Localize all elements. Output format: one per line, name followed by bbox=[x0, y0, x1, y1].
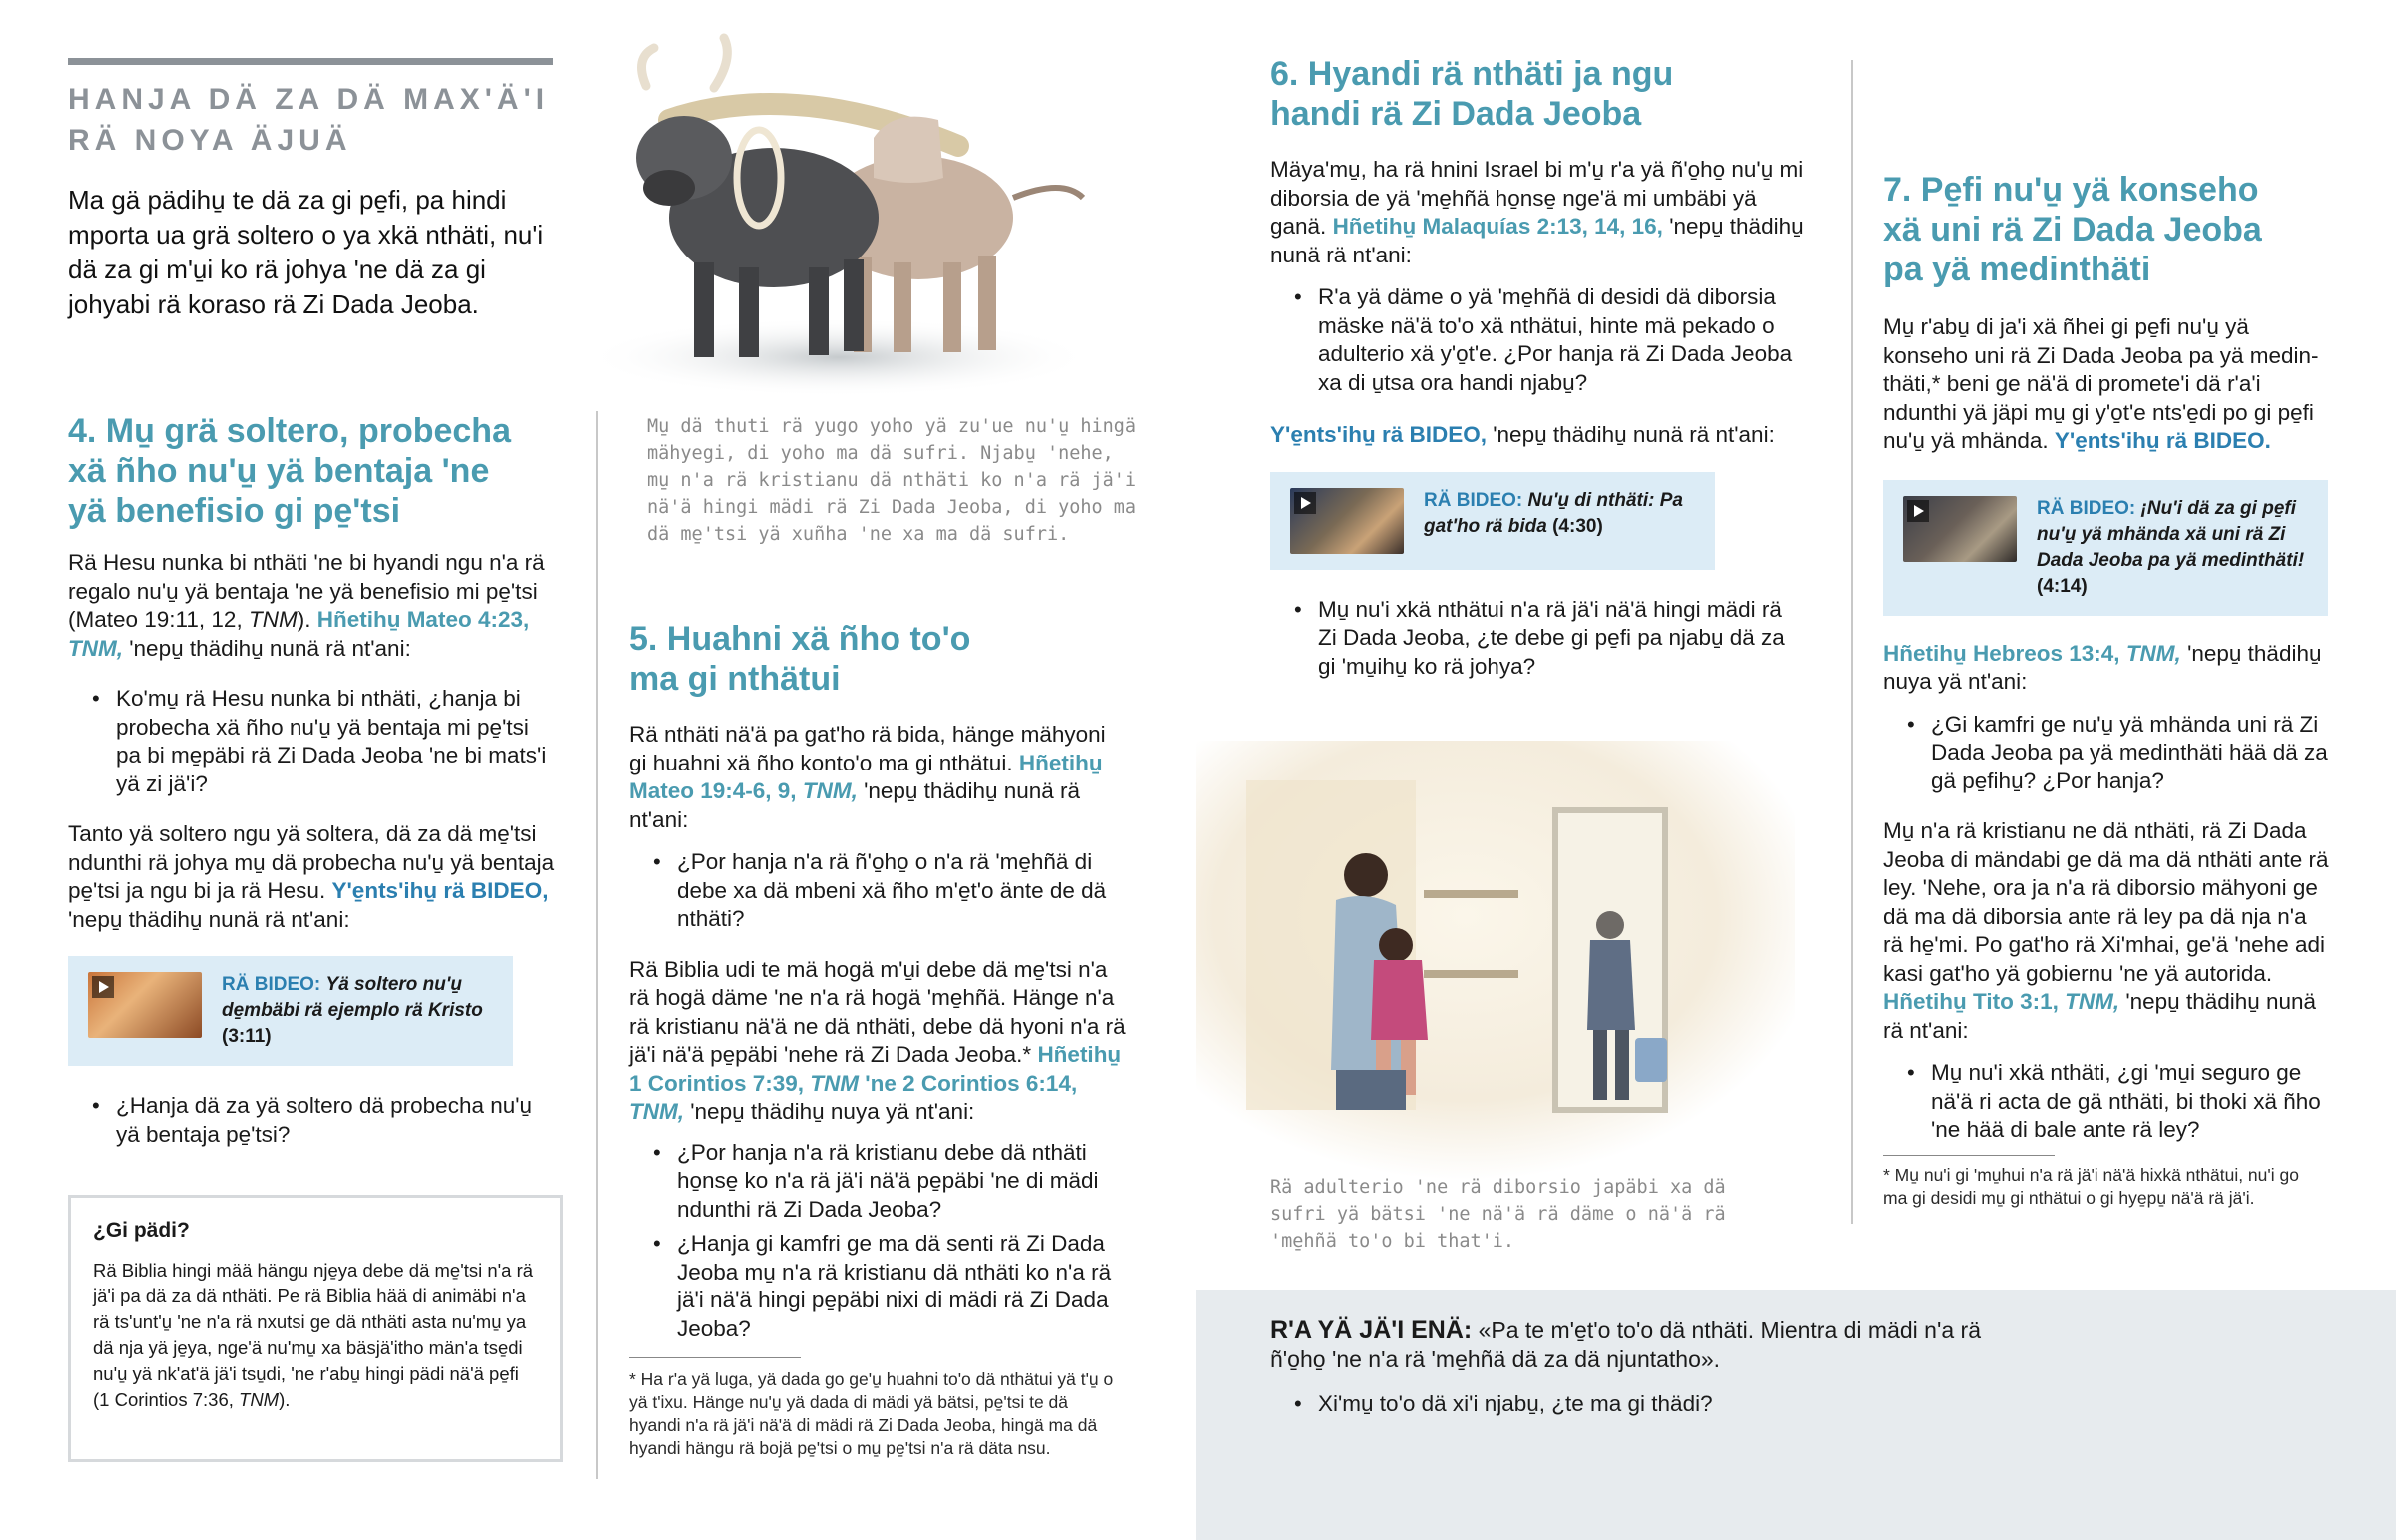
ref-text[interactable]: Hñetihu̱ Tito 3:1, bbox=[1883, 989, 2066, 1014]
ref-tnm[interactable]: TNM, bbox=[629, 1099, 684, 1124]
section-6-paragraph-2 bbox=[1270, 421, 1809, 450]
text: Rä nthäti nä'ä pa gat'ho rä bida, hänge mähyoni gi huahni xä ñho konto'o ma gi nthätui. bbox=[629, 722, 1106, 775]
text: ). bbox=[297, 607, 317, 632]
play-icon[interactable] bbox=[92, 976, 114, 998]
play-icon[interactable] bbox=[1907, 500, 1929, 522]
ref-tnm[interactable]: TNM, bbox=[68, 635, 123, 661]
column-divider-1 bbox=[596, 411, 598, 1479]
ref-tnm[interactable]: TNM bbox=[810, 1070, 860, 1096]
section-4-paragraph-1 bbox=[68, 549, 557, 663]
section-4-title-line-1: 4. Mu̱ grä soltero, probecha bbox=[68, 412, 511, 450]
video-card[interactable] bbox=[1270, 472, 1715, 570]
video-card[interactable] bbox=[68, 956, 513, 1066]
section-6 bbox=[1270, 54, 1809, 681]
section-7-paragraph-1 bbox=[1883, 313, 2332, 456]
video-thumbnail[interactable] bbox=[1290, 488, 1404, 554]
text: Mu̱ n'a rä kristianu ne dä nthäti, rä Zi Dada Jeoba di mändabi ge dä ma dä nthäti ante rä ley. 'Nehe, ora ja n'a rä diborsio mähyoni ge dä ma dä diborsia ante rä ley pa dä nja n'a rä he̱'mi. Po gat'ho rä Xi'mhai, ge'ä 'nehe adi kasi gat'ho yä gobiernu 'ne yä autorida. bbox=[1883, 818, 2329, 986]
section-6-paragraph-1 bbox=[1270, 156, 1809, 269]
section-5-questions-1 bbox=[629, 848, 1126, 934]
footnote: * Mu̱ nu'i gi 'mu̱hui n'a rä jä'i nä'ä hixkä nthätui, nu'i go ma gi desidi mu̱ gi nthätui o gi hye̱pu̱ nä'ä rä jä'i. bbox=[1883, 1164, 2299, 1208]
page-header-line-2: RÄ NOYA ÄJUÄ bbox=[68, 124, 352, 157]
video-thumbnail[interactable] bbox=[1903, 496, 2017, 562]
play-icon[interactable] bbox=[1294, 492, 1316, 514]
others-say-quote: «Pa te m'e̱t'o to'o dä nthäti. Mientra di mädi n'a rä ñ'o̱ho̱ 'ne n'a rä 'me̱hñä dä za dä njuntatho». bbox=[1270, 1317, 1981, 1372]
tnm-abbrev: TNM bbox=[239, 1389, 280, 1410]
section-5 bbox=[629, 619, 1126, 1460]
question-item: • ¿Hanja gi kamfri ge ma dä senti rä Zi Dada Jeoba mu̱ n'a rä kristianu dä nthäti ko n'a rä jä'i nä'ä hingi pe̱päbi nixi di mädi rä Zi Dada Jeoba? bbox=[629, 1230, 1126, 1343]
text: Mäya'mu̱, ha rä hnini Israel bi m'u̱ r'a yä ñ'o̱ho̱ nu'u̱ mi diborsia de yä 'me̱hñä ho̱nse̱ nge'ä mi umbäbi yä ganä. bbox=[1270, 157, 1804, 239]
video-title: ¡Nu'i dä za gi pe̱fi nu'u̱ yä mhända xä uni rä Zi Dada Jeoba pa yä medinthäti! bbox=[2037, 497, 2305, 571]
question-item: • Mu̱ nu'i xkä nthäti, ¿gi 'mu̱i seguro ge nä'ä ri acta de gä nthäti, bi thoki xä ñho 'ne hää di bale ante rä ley? bbox=[1883, 1059, 2332, 1145]
yoked-animals-image bbox=[574, 28, 1103, 399]
header-rule bbox=[68, 58, 553, 65]
did-you-know-box bbox=[68, 1195, 563, 1462]
ref-tnm[interactable]: TNM, bbox=[2125, 640, 2181, 666]
video-label: RÄ BIDEO: bbox=[2037, 497, 2136, 519]
video-duration: (3:11) bbox=[222, 1026, 272, 1047]
text: Rä Hesu nunka bi nthäti 'ne bi hyandi ngu n'a rä regalo nu'u̱ yä bentaja 'ne yä benefisio mi pe̱'tsi (Mateo 19:11, 12, bbox=[68, 550, 545, 632]
footnote-rule bbox=[629, 1357, 801, 1358]
tnm-abbrev: TNM bbox=[248, 607, 298, 632]
text: Rä Biblia hingi mää hängu nje̱ya debe dä me̱'tsi n'a rä jä'i pa dä za dä nthäti. Pe rä Biblia hää di animäbi n'a rä ts'unt'u̱ 'ne n'a rä nxutsi ge dä nthäti asta nu'mu̱ ya dä nja yä je̱ya, nge'ä nu'mu̱ xa bäsjä'itho män'a tse̱di nu'u̱ yä nk'at'ä jä'i tsu̱di, 'ne r'abu̱ hingi pädi nä'ä pe̱fi (1 Corintios 7:36, bbox=[93, 1260, 534, 1410]
section-7-title-line-3: pa yä medinthäti bbox=[1883, 251, 2151, 288]
oxen-caption: Mu̱ dä thuti rä yugo yoho yä zu'ue nu'u̱ hingä mähyegi, di yoho ma dä sufri. Njabu̱ 'nehe, mu̱ n'a rä kristianu dä nthäti ko n'a rä jä'i nä'ä hingi mädi rä Zi Dada Jeoba, di yoho ma dä me̱'tsi yä xuñha 'ne xa ma dä sufri. bbox=[647, 416, 1137, 545]
question-item: • ¿Hanja dä za yä soltero dä probecha nu'u̱ yä bentaja pe̱'tsi? bbox=[68, 1092, 557, 1149]
text: 'nepu̱ thädihu̱ nunä rä nt'ani: bbox=[629, 778, 1081, 832]
section-7-title-line-1: 7. Pe̱fi nu'u̱ yä konseho bbox=[1883, 171, 2259, 209]
section-4-questions-2 bbox=[68, 1092, 557, 1149]
others-say-text bbox=[1270, 1316, 2029, 1374]
text: 'nepu̱ thädihu̱ nunä rä nt'ani: bbox=[123, 635, 411, 661]
ref-text[interactable]: Hñetihu̱ Hebreos 13:4, bbox=[1883, 640, 2126, 666]
family-scene-image bbox=[1196, 741, 1795, 1180]
footnote-rule bbox=[1883, 1155, 2055, 1156]
question-item: • ¿Por hanja n'a rä kristianu debe dä nthäti ho̱nse̱ ko n'a rä jä'i nä'ä pe̱päbi 'ne di mädi ndunthi rä Zi Dada Jeoba? bbox=[629, 1139, 1126, 1225]
section-4-title bbox=[68, 411, 567, 531]
section-7-paragraph-2 bbox=[1883, 640, 2332, 697]
video-info bbox=[1424, 488, 1695, 540]
question-item: • Ko'mu̱ rä Hesu nunka bi nthäti, ¿hanja bi probecha xä ñho nu'u̱ yä bentaja mi pe̱'tsi pa bi me̱päbi rä Zi Dada Jeoba 'ne bi mats'i yä zi jä'i? bbox=[68, 685, 557, 798]
page-header-line-1: HANJA DÄ ZA DÄ MAX'Ä'I bbox=[68, 83, 550, 116]
ref-text[interactable]: 'ne 2 Corintios 6:14, bbox=[859, 1070, 1078, 1096]
video-label: RÄ BIDEO: bbox=[1424, 489, 1523, 511]
section-6-questions-2 bbox=[1270, 596, 1799, 682]
question-item: • Xi'mu̱ to'o dä xi'i njabu̱, ¿te ma gi thädi? bbox=[1270, 1390, 2029, 1419]
bible-reference-link[interactable] bbox=[1883, 641, 2181, 666]
intro-paragraph: Ma gä pädihu̱ te dä za gi pe̱fi, pa hindi mporta ua grä soltero o ya xkä nthäti, nu'i dä za gi m'u̱i ko rä johya 'ne dä za gi johyabi rä koraso rä Zi Dada Jeoba. bbox=[68, 185, 544, 319]
video-info bbox=[2037, 496, 2308, 600]
question-item: • R'a yä däme o yä 'me̱hñä di desidi dä diborsia mäske nä'ä to'o xä nthätui, hinte mä pekado o adulterio xä y'o̱t'e. ¿Por hanja rä Zi Dada Jeoba xa di u̱tsa ora handi njabu̱? bbox=[1270, 283, 1799, 397]
ref-text[interactable]: Hñetihu̱ Mateo 19:4-6, 9, bbox=[629, 750, 1103, 803]
text: Mu̱ r'abu̱ di ja'i xä ñhei gi pe̱fi nu'u̱ yä konseho uni rä Zi Dada Jeoba pa yä medinthäti,* beni ge nä'ä di promete'i dä r'a'i ndunthi yä jäpi mu̱ gi y'o̱t'e nts'e̱di po gi pe̱fi nu'u̱ yä mhända. bbox=[1883, 314, 2319, 453]
ref-text[interactable]: Hñetihu̱ Mateo 4:23, bbox=[316, 607, 530, 632]
section-4-title-line-3: yä benefisio gi pe̱'tsi bbox=[68, 492, 401, 530]
text: 'nepu̱ thädihu̱ nunä rä nt'ani: bbox=[1270, 214, 1804, 267]
section-6-title-line-1: 6. Hyandi rä nthäti ja ngu bbox=[1270, 55, 1674, 93]
video-duration: (4:14) bbox=[2037, 575, 2088, 597]
did-you-know-text bbox=[93, 1258, 540, 1413]
watch-video-link[interactable]: Y'e̱nts'ihu̱ rä BIDEO, bbox=[1270, 422, 1487, 447]
section-5-questions-2 bbox=[629, 1139, 1126, 1344]
section-7 bbox=[1883, 170, 2332, 1210]
section-4-title-line-2: xä ñho nu'u̱ yä bentaja 'ne bbox=[68, 452, 490, 490]
section-7-title bbox=[1883, 170, 2332, 289]
watch-video-link[interactable]: Y'e̱nts'ihu̱ rä BIDEO. bbox=[2054, 428, 2271, 453]
section-4-paragraph-2 bbox=[68, 820, 557, 934]
ref-tnm[interactable]: TNM, bbox=[802, 778, 858, 803]
section-5-title-line-1: 5. Huahni xä ñho to'o bbox=[629, 620, 971, 658]
section-7-questions-1 bbox=[1883, 711, 2332, 796]
video-duration: (4:30) bbox=[1552, 515, 1603, 537]
video-thumbnail[interactable] bbox=[88, 972, 202, 1038]
bible-reference-link[interactable]: Hñetihu̱ Malaquías 2:13, 14, 16, bbox=[1332, 214, 1663, 239]
video-title: Nu'u̱ di nthäti: Pa gat'ho rä bida bbox=[1424, 489, 1683, 537]
divorce-illustration bbox=[1196, 741, 1795, 1180]
did-you-know-title: ¿Gi pädi? bbox=[93, 1219, 190, 1242]
video-card[interactable] bbox=[1883, 480, 2328, 616]
ref-tnm[interactable]: TNM, bbox=[2065, 989, 2120, 1014]
text: 'nepu̱ thädihu̱ nunä rä nt'ani: bbox=[1883, 989, 2317, 1043]
section-6-questions-1 bbox=[1270, 283, 1799, 397]
watch-video-link[interactable]: Y'e̱nts'ihu̱ rä BIDEO, bbox=[331, 878, 549, 903]
video-title: Yä soltero nu'u̱ de̱mbäbi rä ejemplo rä Kristo bbox=[222, 974, 483, 1021]
section-5-title-line-2: ma gi nthätui bbox=[629, 660, 841, 698]
question-item: • Mu̱ nu'i xkä nthätui n'a rä jä'i nä'ä hingi mädi rä Zi Dada Jeoba, ¿te debe gi pe̱fi pa njabu̱ dä za gi 'mu̱ihu̱ ko rä johya? bbox=[1270, 596, 1799, 682]
section-6-title-line-2: handi rä Zi Dada Jeoba bbox=[1270, 95, 1642, 133]
video-info bbox=[222, 972, 493, 1050]
column-1 bbox=[68, 58, 559, 322]
text: 'nepu̱ thädihu̱ nunä rä nt'ani: bbox=[68, 906, 350, 932]
question-item: • ¿Gi kamfri ge nu'u̱ yä mhända uni rä Zi Dada Jeoba pa yä medinthäti hää dä za gä pe̱fihu̱? ¿Por hanja? bbox=[1883, 711, 2332, 796]
question-item: • ¿Por hanja n'a rä ñ'o̱ho̱ o n'a rä 'me̱hñä di debe xa dä mbeni xä ñho m'e̱t'o änte de dä nthäti? bbox=[629, 848, 1126, 934]
section-4-questions-1 bbox=[68, 685, 557, 798]
text: 'nepu̱ thädihu̱ nuya yä nt'ani: bbox=[1883, 640, 2322, 694]
oxen-illustration bbox=[574, 28, 1103, 399]
section-5-paragraph-1 bbox=[629, 721, 1126, 834]
section-7-title-line-2: xä uni rä Zi Dada Jeoba bbox=[1883, 211, 2262, 249]
section-4 bbox=[68, 411, 567, 1149]
column-divider-3 bbox=[1851, 60, 1853, 1224]
video-label: RÄ BIDEO: bbox=[222, 974, 321, 995]
text: Rä Biblia udi te mä hogä m'u̱i debe dä me̱'tsi n'a rä hogä däme 'ne n'a rä hogä 'me̱hñä. Hänge n'a rä kristianu nä'ä ne dä nthäti, debe dä hyoni n'a rä jä'i nä'ä pe̱päbi 'nehe rä Zi Dada Jeoba.* bbox=[629, 956, 1126, 1067]
ref-text[interactable]: Hñetihu̱ 1 Corintios 7:39, bbox=[629, 1042, 1122, 1096]
divorce-caption: Rä adulterio 'ne rä diborsio japäbi xa dä sufri yä bätsi 'ne nä'ä rä däme o nä'ä rä 'me̱hñä to'o bi that'i. bbox=[1270, 1177, 1726, 1252]
footnote: * Ha r'a yä luga, yä dada go ge'u̱ huahni to'o dä nthätui yä t'u̱ o yä t'ixu. Hänge nu'u̱ yä dada di mädi yä bätsi, pe̱'tsi te dä hyandi n'a rä jä'i nä'ä di mädi rä Zi Dada Jeoba, hingä ma dä hyandi hängu rä bojä pe̱'tsi o mu̱ pe̱'tsi n'a rä däta nsu. bbox=[629, 1369, 1114, 1458]
section-5-paragraph-2 bbox=[629, 956, 1126, 1127]
text: 'nepu̱ thädihu̱ nunä rä nt'ani: bbox=[1487, 422, 1775, 447]
bottom-band bbox=[1196, 1290, 2396, 1540]
text: ). bbox=[279, 1389, 291, 1410]
text: Tanto yä soltero ngu yä soltera, dä za dä me̱'tsi ndunthi rä johya mu̱ dä probecha nu'u̱ yä bentaja pe̱'tsi ja ngu bi ja rä Hesu. bbox=[68, 821, 555, 903]
others-say-label: R'A YÄ JÄ'I ENÄ: bbox=[1270, 1316, 1473, 1344]
section-7-paragraph-3 bbox=[1883, 817, 2332, 1045]
text: 'nepu̱ thädihu̱ nuya yä nt'ani: bbox=[684, 1099, 975, 1124]
section-6-title bbox=[1270, 54, 1809, 134]
page-header bbox=[68, 79, 559, 161]
section-7-questions-2 bbox=[1883, 1059, 2332, 1145]
bible-reference-link[interactable] bbox=[1883, 989, 2119, 1014]
section-5-title bbox=[629, 619, 1126, 699]
others-say-questions bbox=[1270, 1390, 2029, 1419]
